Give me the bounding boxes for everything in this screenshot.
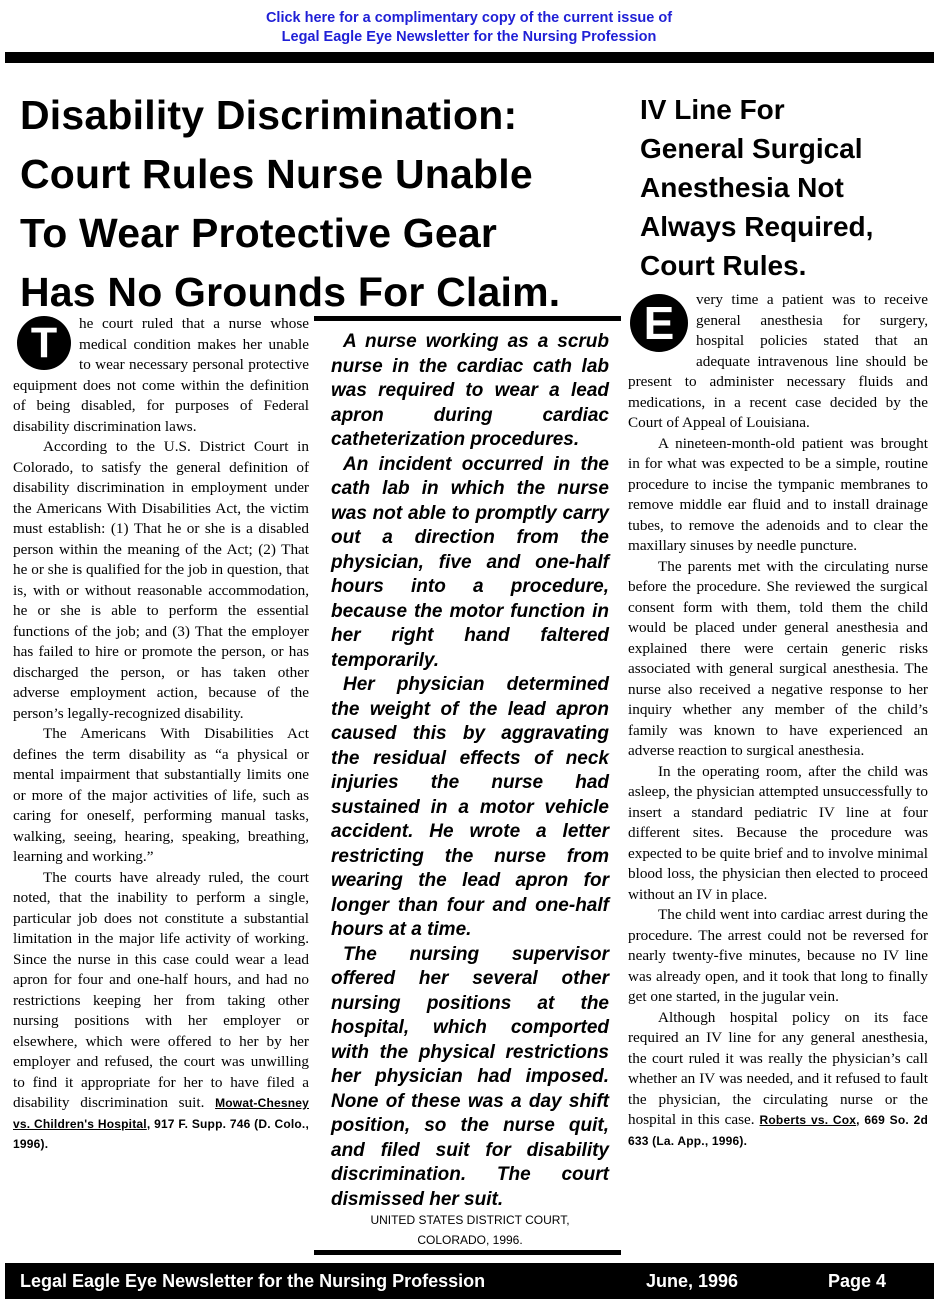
article2-paragraph: A nineteen-month-old patient was brought in for what was expected to be a simple, routine procedure to incise the tympanic membranes to remove middle ear fluid and to install drainage tubes, to remove the adenoids and to clear the maxillary sinuses by needle puncture. — [628, 434, 928, 554]
article1-paragraph: The Americans With Disabilities Act defines the term disability as “a physical or mental impairment that substantially limits one or more of the major activities of life, such as caring for oneself, performing manual tasks, walking, seeing, hearing, speaking, breathing, learning and working.” — [13, 725, 309, 865]
citation-reference: , 669 So. 2d 633 (La. App., 1996). — [628, 1113, 929, 1148]
article1-paragraph-text: The courts have already ruled, the court noted, that the inability to perform a single, particular job does not constitute a substantial limitation in the major life activity of working. Since the nurse in this case could wear a lead apron for four and one-half hours, and had no restrictions keeping her from taking other nursing positions with her employer or elsewhere, which were offered to her by her employer and refused, the court was unwilling to find it appropriate for her to have filed a disability discrimination suit. — [13, 868, 309, 1111]
article2-paragraph: The parents met with the circulating nurse before the procedure. She reviewed the surgical consent form with them, told them the child would be placed under general anesthesia and explained there were certain generic risks associated with general surgical anesthesia. The nurse also received a negative response to her inquiry whether any member of the child’s family was known to have experienced an adverse reaction to surgical anesthesia. — [628, 557, 928, 759]
court-line: COLORADO, 1996. — [417, 1233, 523, 1247]
article2-paragraph: In the operating room, after the child was asleep, the physician attempted unsuccessfully to insert a standard pediatric IV line at four different sites. Because the procedure was expected to be quite brief and to involve minimal blood loss, the physician then elected to proceed without an IV in place. — [628, 762, 928, 903]
article2-paragraph — [628, 1008, 928, 1152]
article2-headline-line: Court Rules. — [640, 250, 807, 281]
pullquote-paragraph: The nursing supervisor offered her several other nursing positions at the hospital, which comported with the physical restrictions her physician had imposed. None of these was a day shift position, so the nurse quit, and filed suit for disability discrimination. The court dismissed her suit. — [331, 943, 609, 1210]
article1-headline-line: Court Rules Nurse Unable — [20, 151, 533, 197]
pullquote-bottom-rule — [314, 1250, 621, 1255]
pullquote — [331, 330, 609, 1212]
article1-paragraph — [13, 868, 309, 1155]
article2-headline — [640, 90, 930, 285]
case-name: Mowat-Chesney vs. Children's Hospital — [13, 1096, 310, 1131]
footer-bar — [5, 1263, 934, 1299]
citation-reference: , 917 F. Supp. 746 (D. Colo., 1996). — [13, 1116, 310, 1151]
article2-paragraph: The child went into cardiac arrest during the procedure. The arrest could not be reversed for nearly twenty-five minutes, because no IV line was already open, and it took that long to finally get one started, in the jugular vein. — [628, 906, 928, 1005]
top-rule — [5, 52, 934, 63]
article1-paragraph-text: he court ruled that a nurse whose medical condition makes her unable to wear necessary personal protective equipment does not come within the definition of being disabled, for purposes of Federal disability discrimination laws. — [13, 315, 309, 435]
article1-headline-line: Disability Discrimination: — [20, 92, 518, 138]
footer-page-number: Page 4 — [828, 1271, 887, 1291]
article1-paragraph: According to the U.S. District Court in Colorado, to satisfy the general definition of disability discrimination in employment under the Americans With Disabilities Act, the victim must establish: (1) That he or she is a disabled person within the meaning of the Act; (2) That he or she is qualified for the job in question, that is, with or without reasonable accommodation, he or she is able to perform the essential functions of the job; and (3) That the employer has failed to hire or promote the person, or has discharged the person, or has taken other adverse employment action, because of the person’s legally-recognized disability. — [13, 438, 309, 722]
footer-date: June, 1996 — [646, 1271, 739, 1291]
article2-body — [628, 290, 928, 1151]
article2-headline-line: Anesthesia Not — [640, 172, 844, 203]
article2-paragraph-text: Although hospital policy on its face required an IV line for any general anesthesia, the court ruled it was really the physician’s call whether an IV was needed, and it refused to fault the physician, the circulating nurse or the hospital in this case. — [628, 1008, 928, 1128]
promo-line-1: Click here for a complimentary copy of the current issue of — [265, 10, 673, 26]
pullquote-top-rule — [314, 316, 621, 321]
article1-headline-line: Has No Grounds For Claim. — [20, 269, 561, 315]
article2-paragraph-text: very time a patient was to receive general anesthesia for surgery, hospital policies stated that an adequate intravenous line should be present to administer necessary fluids and medications, in a recent case decided by the Court of Appeal of Louisiana. — [628, 291, 928, 431]
court-credit — [331, 1210, 609, 1250]
court-line: UNITED STATES DISTRICT COURT, — [370, 1213, 570, 1227]
pullquote-paragraph: An incident occurred in the cath lab in which the nurse was not able to promptly carry out a direction from the physician, five and one-half hours into a procedure, because the motor function in her right hand faltered temporarily. — [331, 453, 609, 671]
dropcap-e: E — [630, 294, 688, 352]
pullquote-paragraph: A nurse working as a scrub nurse in the cardiac cath lab was required to wear a lead apron during cardiac catheterization procedures. — [331, 331, 609, 450]
footer-publication: Legal Eagle Eye Newsletter for the Nursing Profession — [20, 1271, 486, 1291]
promo-line-2: Legal Eagle Eye Newsletter for the Nursing Profession — [281, 29, 657, 45]
article1-headline-line: To Wear Protective Gear — [20, 210, 498, 256]
complimentary-copy-link[interactable] — [0, 9, 938, 47]
article1-paragraph — [13, 314, 309, 437]
article2-paragraph — [628, 290, 928, 434]
article1-body — [13, 314, 309, 1155]
article1-headline — [20, 86, 620, 322]
article2-headline-line: Always Required, — [640, 211, 874, 242]
case-name: Roberts vs. Cox — [759, 1113, 857, 1127]
pullquote-paragraph: Her physician determined the weight of the lead apron caused this by aggravating the residual effects of neck injuries the nurse had sustained in a motor vehicle accident. He wrote a letter restricting the nurse from wearing the lead apron for longer than four and one-half hours at a time. — [331, 674, 609, 940]
dropcap-t: T — [17, 316, 71, 370]
article2-headline-line: IV Line For — [640, 94, 785, 125]
article2-headline-line: General Surgical — [640, 133, 863, 164]
